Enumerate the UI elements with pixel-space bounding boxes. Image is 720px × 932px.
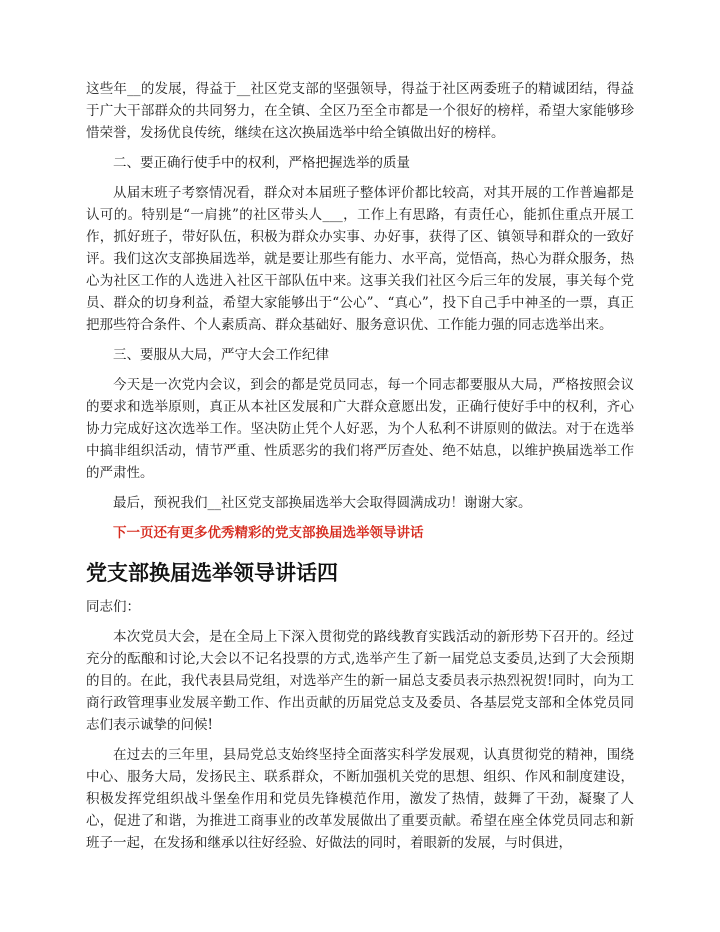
salutation: 同志们： <box>86 599 140 615</box>
paragraph-6: 在过去的三年里，县局党总支始终坚持全面落实科学发展观，认真贯彻党的精神，围绕中心、服务大局，发扬民主、联系群众，不断加强机关党的思想、组织、作风和制度建设，积极发挥党组织战斗堡垒作用和党员先锋模范作用，激发了热情，鼓舞了干劲，凝聚了人心，促进了和谐，为推进工商事业的改革发展做出了重要贡献。希望在座全体党员同志和新班子一起，在发扬和继承以往好经验、好做法的同时，着眼新的发展，与时俱进， <box>86 747 634 851</box>
paragraph-4: 最后，预祝我们__社区党支部换届选举大会取得圆满成功！谢谢大家。 <box>113 495 532 511</box>
more-speeches-link[interactable]: 下一页还有更多优秀精彩的党支部换届选举领导讲话 <box>113 525 424 541</box>
paragraph-2: 从届末班子考察情况看，群众对本届班子整体评价都比较高，对其开展的工作普遍都是认可的。特别是“一肩挑”的社区带头人___，工作上有思路，有责任心，能抓住重点开展工作，抓好班子，带好队伍，积极为群众办实事、办好事，获得了区、镇领导和群众的一致好评。我们这次支部换届选举，就是要让那些有能力、水平高，觉悟高，热心为群众服务，热心为社区工作的人选进入社区干部队伍中来。这事关我们社区今后三年的发展，事关每个党员、群众的切身利益，希望大家能够出于“公心”、“真心”，投下自己手中神圣的一票，真正把那些符合条件、个人素质高、群众基础好、服务意识优、工作能力强的同志选举出来。 <box>86 185 634 333</box>
paragraph-1: 这些年__的发展，得益于__社区党支部的坚强领导，得益于社区两委班子的精诚团结，得益于广大干部群众的共同努力，在全镇、全区乃至全市都是一个很好的榜样，希望大家能够珍惜荣誉，发扬优良传统，继续在这次换届选举中给全镇做出好的榜样。 <box>86 81 634 141</box>
paragraph-3: 今天是一次党内会议，到会的都是党员同志，每一个同志都要服从大局，严格按照会议的要求和选举原则，真正从本社区发展和广大群众意愿出发，正确行使好手中的权利，齐心协力完成好这次选举工作。坚决防止凭个人好恶，为个人私利不讲原则的做法。对于在选举中搞非组织活动，情节严重、性质恶劣的我们将严厉查处、绝不姑息，以维护换届选举工作的严肃性。 <box>86 377 634 481</box>
document-page <box>86 78 634 854</box>
paragraph-5: 本次党员大会，是在全局上下深入贯彻党的路线教育实践活动的新形势下召开的。经过充分的酝酿和讨论,大会以不记名投票的方式,选举产生了新一届党总支委员,达到了大会预期的目的。在此，我代表县局党组，对选举产生的新一届总支委员表示热烈祝贺!同时，向为工商行政管理事业发展辛勤工作、作出贡献的历届党总支及委员、各基层党支部和全体党员同志们表示诚挚的问候! <box>86 629 634 733</box>
section-heading-3: 三、要服从大局，严守大会工作纪律 <box>113 347 329 363</box>
section-heading-2: 二、要正确行使手中的权利，严格把握选举的质量 <box>113 155 410 171</box>
section-title: 党支部换届选举领导讲话四 <box>86 560 338 585</box>
